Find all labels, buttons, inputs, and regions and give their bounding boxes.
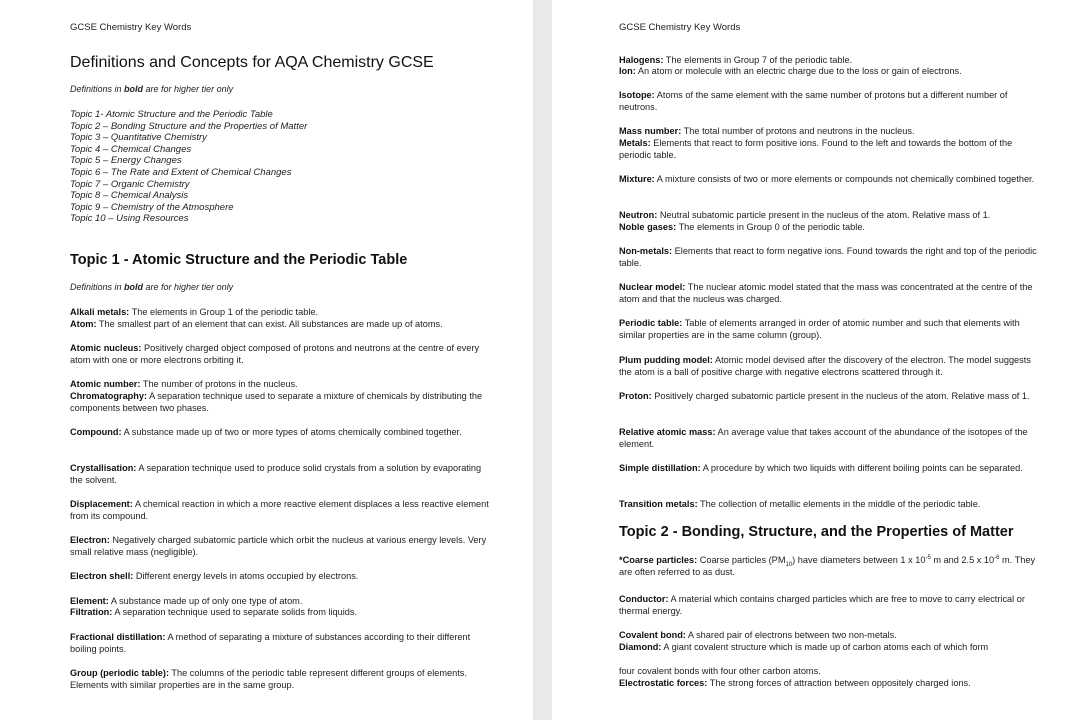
definition-group: Group (periodic table): The columns of the periodic table represent different groups of elements. Elements with similar properties are in the same group. <box>70 668 467 690</box>
definition-halogens: Halogens: The elements in Group 7 of the periodic table. <box>619 55 853 65</box>
definition-crystallisation: Crystallisation: A separation technique used to produce solid crystals from a solution by evaporating the solvent. <box>70 463 482 485</box>
definition-fractional-distillation: Fractional distillation: A method of separating a mixture of substances according to their different boiling points. <box>70 632 471 654</box>
definition-element: Element: A substance made up of only one type of atom. <box>70 596 303 606</box>
definition-mixture: Mixture: A mixture consists of two or more elements or compounds not chemically combined together. <box>619 174 1035 184</box>
definition-atom: Atom: The smallest part of an element that can exist. All substances are made up of atoms. <box>70 319 443 329</box>
definition-electrostatic-forces: Electrostatic forces: The strong forces of attraction between oppositely charged ions. <box>619 678 971 688</box>
topic-1-heading: Topic 1 - Atomic Structure and the Periodic Table <box>70 252 408 268</box>
toc-item: Topic 7 – Organic Chemistry <box>70 178 190 190</box>
definition-nuclear-model: Nuclear model: The nuclear atomic model stated that the mass was concentrated at the centre of the atom and that the nucleus was charged. <box>619 282 1033 304</box>
toc-item: Topic 9 – Chemistry of the Atmosphere <box>70 201 234 213</box>
definition-simple-distillation: Simple distillation: A procedure by which two liquids with different boiling points can be separated. <box>619 463 1023 473</box>
definition-diamond: Diamond: A giant covalent structure which is made up of carbon atoms each of which form <box>619 642 989 652</box>
definition-alkali-metals: Alkali metals: The elements in Group 1 of the periodic table. <box>70 307 319 317</box>
toc-item: Topic 5 – Energy Changes <box>70 155 182 167</box>
definition-conductor: Conductor: A material which contains charged particles which are free to move to carry electrical or thermal energy. <box>619 594 1025 616</box>
definition-ion: Ion: An atom or molecule with an electric charge due to the loss or gain of electrons. <box>619 66 962 76</box>
toc-item: Topic 10 – Using Resources <box>70 213 189 225</box>
definition-transition-metals: Transition metals: The collection of metallic elements in the middle of the periodic table. <box>619 499 981 509</box>
definition-electron: Electron: Negatively charged subatomic particle which orbit the nucleus at various energy levels. Very small relative mass (negligible). <box>70 535 487 557</box>
definition-noble-gases: Noble gases: The elements in Group 0 of the periodic table. <box>619 222 865 232</box>
definition-chromatography: Chromatography: A separation technique used to separate a mixture of chemicals by distributing the components between two phases. <box>70 391 483 413</box>
toc-item: Topic 6 – The Rate and Extent of Chemical Changes <box>70 166 292 178</box>
definition-atomic-nucleus: Atomic nucleus: Positively charged object composed of protons and neutrons at the centre of every atom with one or more electrons orbiting it. <box>70 343 480 365</box>
running-header: GCSE Chemistry Key Words <box>619 22 741 33</box>
topic-2-heading: Topic 2 - Bonding, Structure, and the Properties of Matter <box>619 524 1014 540</box>
toc-item: Topic 8 – Chemical Analysis <box>70 190 189 202</box>
document-title: Definitions and Concepts for AQA Chemistry GCSE <box>70 54 434 71</box>
definition-proton: Proton: Positively charged subatomic particle present in the nucleus of the atom. Relative mass of 1. <box>619 391 1030 401</box>
toc-item: Topic 3 – Quantitative Chemistry <box>70 132 207 144</box>
toc-item: Topic 2 – Bonding Structure and the Properties of Matter <box>70 120 308 132</box>
higher-tier-note: Definitions in bold are for higher tier only <box>70 282 234 292</box>
document-page-right <box>552 0 1080 720</box>
definition-relative-atomic-mass: Relative atomic mass: An average value that takes account of the abundance of the isotopes of the element. <box>619 427 1028 449</box>
definition-mass-number: Mass number: The total number of protons and neutrons in the nucleus. <box>619 126 915 136</box>
definition-diamond-continued: four covalent bonds with four other carbon atoms. <box>619 666 821 676</box>
definition-compound: Compound: A substance made up of two or more types of atoms chemically combined together. <box>70 427 462 437</box>
document-page-left <box>0 0 533 720</box>
definition-coarse-particles: *Coarse particles: Coarse particles $(PM_{10})$ have diameters between 1 x $10^{-5}$ m and 2.5 x $10^{-6}$ m. They are often referred to as dust. <box>619 554 1036 577</box>
definition-metals: Metals: Elements that react to form positive ions. Found to the left and towards the bottom of the periodic table. <box>619 138 1013 160</box>
definition-non-metals: Non-metals: Elements that react to form negative ions. Found towards the right and top of the periodic table. <box>619 246 1037 268</box>
definition-covalent-bond: Covalent bond: A shared pair of electrons between two non-metals. <box>619 630 897 640</box>
toc-item: Topic 1- Atomic Structure and the Periodic Table <box>70 109 273 120</box>
higher-tier-note: Definitions in bold are for higher tier only <box>70 84 234 94</box>
definition-plum-pudding-model: Plum pudding model: Atomic model devised after the discovery of the electron. The model suggests the atom is a ball of positive charge with negative electrons scattered through it. <box>619 355 1031 377</box>
definition-filtration: Filtration: A separation technique used to separate solids from liquids. <box>70 607 357 617</box>
toc-item: Topic 4 – Chemical Changes <box>70 143 192 155</box>
definition-displacement: Displacement: A chemical reaction in which a more reactive element displaces a less reactive element from its compound. <box>70 499 489 521</box>
definition-neutron: Neutron: Neutral subatomic particle present in the nucleus of the atom. Relative mass of 1. <box>619 210 991 220</box>
definition-atomic-number: Atomic number: The number of protons in the nucleus. <box>70 379 298 389</box>
definition-electron-shell: Electron shell: Different energy levels in atoms occupied by electrons. <box>70 571 359 581</box>
table-of-contents <box>70 109 307 225</box>
definition-isotope: Isotope: Atoms of the same element with the same number of protons but a different number of neutrons. <box>619 90 1008 112</box>
running-header: GCSE Chemistry Key Words <box>70 22 192 33</box>
definition-periodic-table: Periodic table: Table of elements arranged in order of atomic number and such that elements with similar properties are in the same column (group). <box>619 318 1020 340</box>
